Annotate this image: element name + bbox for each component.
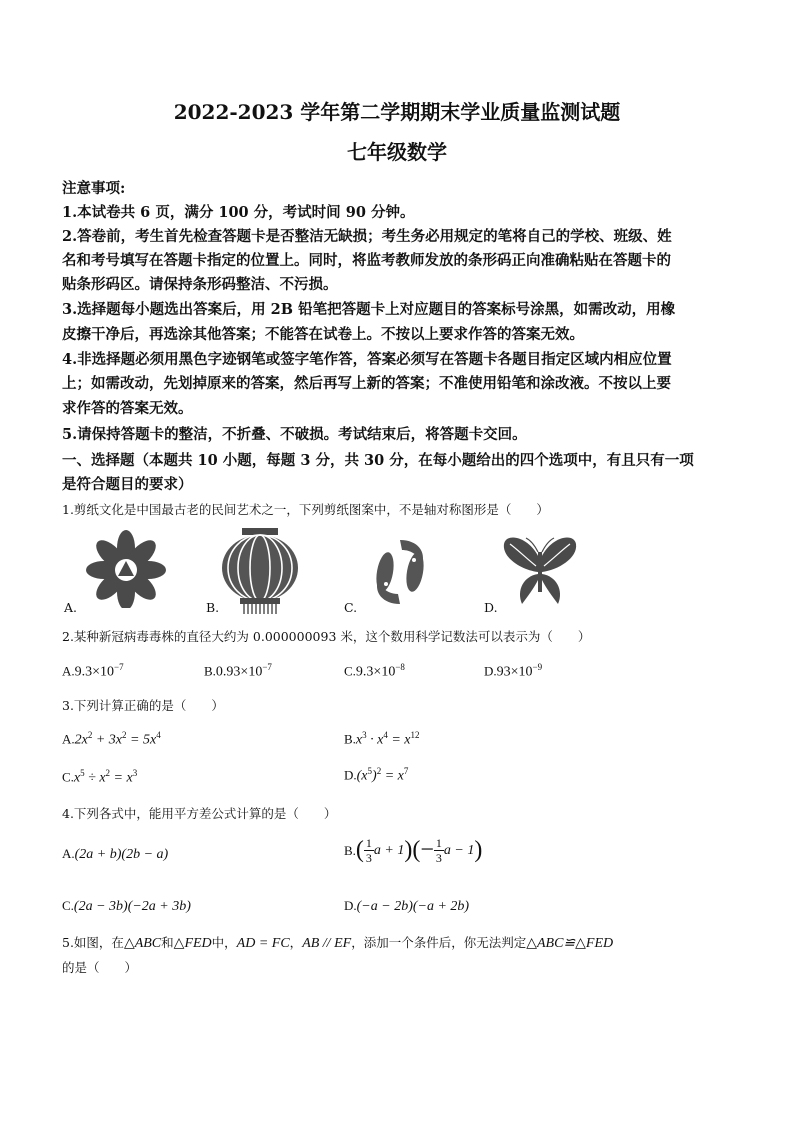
notes-line-7: 4.非选择题必须用黑色字迹钢笔或签字笔作答，答案必须写在答题卡各题目指定区域内相应位置 bbox=[62, 351, 672, 368]
q3-option-c: $C.x^5 \div x^2 = x^3$ bbox=[62, 768, 138, 786]
q4-option-c: C.(2a − 3b)(−2a + 3b) bbox=[62, 898, 191, 914]
q3-option-b: $B.x^3 \cdot x^4 = x^{12}$ bbox=[344, 730, 420, 748]
flower-papercut-icon bbox=[76, 528, 176, 608]
q3-option-a: $A.2x^2 + 3x^2 = 5x^4$ bbox=[62, 730, 161, 748]
q1-label-a: A. bbox=[64, 600, 78, 615]
q1-stem: 1.剪纸文化是中国最古老的民间艺术之一，下列剪纸图案中，不是轴对称图形是（ ） bbox=[62, 502, 549, 517]
q2-option-b: $B.0.93\times 10^{-7}$ bbox=[204, 662, 272, 680]
notes-line-3: 名和考号填写在答题卡指定的位置上。同时，将监考教师发放的条形码正向准确粘贴在答题卡的 bbox=[62, 252, 671, 269]
section-heading-line-1: 一、选择题（本题共 10 小题，每题 3 分，共 30 分，在每小题给出的四个选项中，有且只有一项 bbox=[62, 452, 694, 469]
notes-line-8: 上；如需改动，先划掉原来的答案，然后再写上新的答案；不准使用铅笔和涂改液。不按以上要 bbox=[62, 375, 671, 392]
notes-heading: 注意事项: bbox=[62, 180, 126, 197]
q1-label-b: B. bbox=[206, 600, 220, 615]
q5-line-2: 的是（ ） bbox=[62, 960, 138, 975]
notes-line-9: 求作答的答案无效。 bbox=[62, 400, 193, 417]
notes-line-10: 5.请保持答题卡的整洁，不折叠、不破损。考试结束后，将答题卡交回。 bbox=[62, 426, 527, 443]
butterfly-papercut-icon bbox=[500, 530, 580, 614]
q3-stem: 3.下列计算正确的是（ ） bbox=[62, 698, 224, 713]
q1-label-c: C. bbox=[344, 600, 358, 615]
notes-line-4: 贴条形码区。请保持条形码整洁、不污损。 bbox=[62, 276, 338, 293]
q5-line-1: 5.如图，在△ABC和△FED中，AD = FC，AB // EF，添加一个条件后，你无法判定△ABC≌△FED bbox=[62, 935, 614, 951]
exam-subtitle: 七年级数学 bbox=[347, 140, 447, 164]
q1-label-d: D. bbox=[484, 600, 498, 615]
q2-option-d: $D.93\times 10^{-9}$ bbox=[484, 662, 543, 680]
q3-option-d: $D.(x^5)^2 = x^7$ bbox=[344, 766, 409, 784]
q2-option-c: $C.9.3\times 10^{-8}$ bbox=[344, 662, 405, 680]
exam-title: 2022-2023 学年第二学期期末学业质量监测试题 bbox=[173, 100, 621, 124]
notes-line-2: 2.答卷前，考生首先检查答题卡是否整洁无缺损；考生务必用规定的笔将自己的学校、班级、姓 bbox=[62, 228, 672, 245]
notes-line-5: 3.选择题每小题选出答案后，用 2B 铅笔把答题卡上对应题目的答案标号涂黑，如需改动，用橡 bbox=[62, 301, 676, 318]
q4-option-b: B. ( 1 3 a + 1 ) (− $\frac{1}{3}$ a − 1 ) bbox=[344, 836, 483, 865]
q2-option-a: $A.9.3\times 10^{-7}$ bbox=[62, 662, 124, 680]
q4-option-a: A.(2a + b)(2b − a) bbox=[62, 846, 169, 862]
notes-line-1: 1.本试卷共 6 页，满分 100 分，考试时间 90 分钟。 bbox=[62, 204, 415, 221]
q4-stem: 4.下列各式中，能用平方差公式计算的是（ ） bbox=[62, 806, 337, 821]
q2-stem: 2.某种新冠病毒毒株的直径大约为 0.000000093 米，这个数用科学记数法可以表示为（ ） bbox=[62, 629, 591, 644]
fish-papercut-icon bbox=[360, 532, 440, 612]
section-heading-line-2: 是符合题目的要求） bbox=[62, 476, 193, 493]
q4-option-d: D.(−a − 2b)(−a + 2b) bbox=[344, 898, 470, 914]
lantern-papercut-icon bbox=[210, 526, 310, 616]
notes-line-6: 皮擦干净后，再选涂其他答案；不能答在试卷上。不按以上要求作答的答案无效。 bbox=[62, 326, 584, 343]
